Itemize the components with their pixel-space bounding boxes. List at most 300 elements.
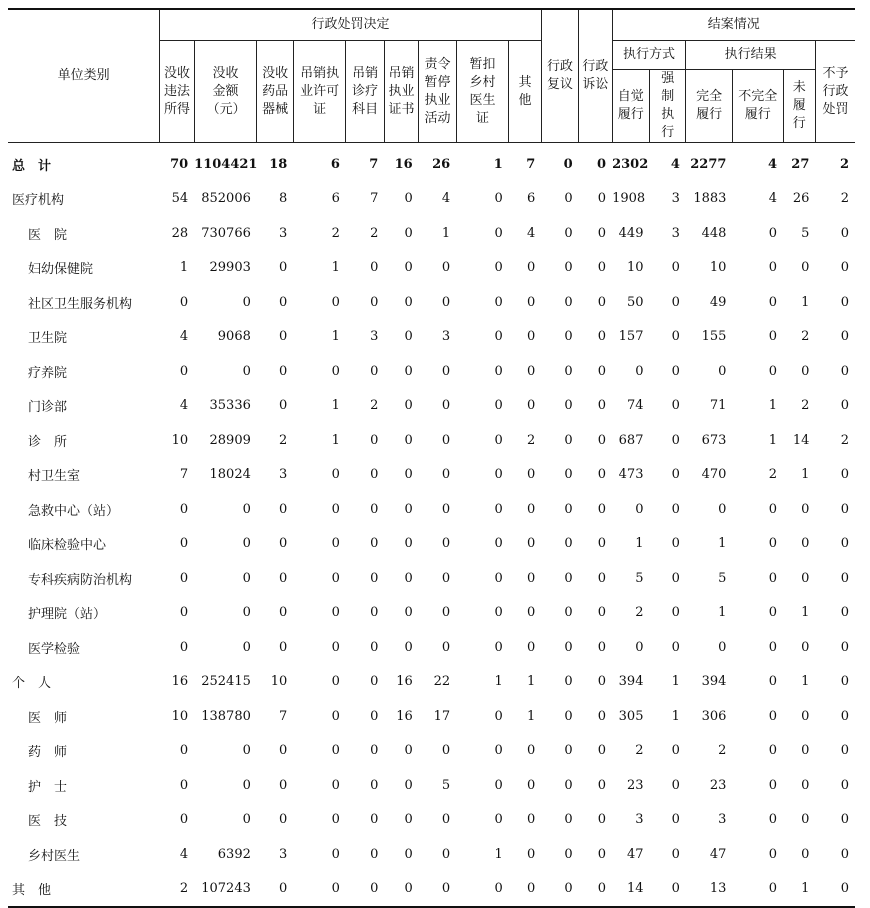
row-label: 门诊部 xyxy=(28,400,68,416)
table-row xyxy=(8,872,855,908)
table-cell: 0 xyxy=(279,743,288,759)
table-cell: 2 xyxy=(768,467,778,483)
table-cell: 2 xyxy=(801,398,810,414)
table-cell: 0 xyxy=(840,536,849,552)
table-cell: 0 xyxy=(840,846,849,862)
table-cell: 0 xyxy=(635,363,644,379)
table-cell: 0 xyxy=(404,639,413,655)
table-cell: 0 xyxy=(671,812,680,828)
table-cell: 0 xyxy=(279,777,288,793)
table-cell: 687 xyxy=(618,432,644,448)
table-cell: 0 xyxy=(768,570,778,586)
table-cell: 0 xyxy=(526,812,536,828)
table-cell: 0 xyxy=(671,329,680,345)
table-row xyxy=(8,527,855,562)
table-cell: 3 xyxy=(441,329,451,345)
table-cell: 0 xyxy=(597,225,607,241)
row-label: 临床检验中心 xyxy=(28,538,107,554)
table-cell: 70 xyxy=(170,156,189,172)
table-row xyxy=(8,596,855,631)
table-cell: 0 xyxy=(564,846,573,862)
header-revoke-clinical-subjects: 吊销诊疗科目 xyxy=(346,41,384,143)
table-cell: 0 xyxy=(801,363,810,379)
table-cell: 0 xyxy=(494,570,503,586)
table-cell: 1 xyxy=(801,881,810,897)
table-cell: 0 xyxy=(671,536,680,552)
table-cell: 107243 xyxy=(201,881,251,897)
table-cell: 26 xyxy=(432,156,451,172)
table-cell: 0 xyxy=(718,363,727,379)
table-cell: 0 xyxy=(768,708,778,724)
table-cell: 0 xyxy=(801,846,810,862)
table-cell: 10 xyxy=(626,260,644,276)
table-cell: 0 xyxy=(671,432,680,448)
table-cell: 0 xyxy=(671,467,680,483)
table-cell: 0 xyxy=(441,260,451,276)
header-execution-result: 执行结果 xyxy=(686,41,815,70)
header-confiscate-amount: 没收金额（元） xyxy=(194,41,257,143)
table-cell: 2 xyxy=(840,191,849,207)
table-cell: 0 xyxy=(564,777,573,793)
table-cell: 2 xyxy=(370,398,379,414)
table-cell: 0 xyxy=(564,570,573,586)
table-cell: 0 xyxy=(404,398,413,414)
table-cell: 0 xyxy=(279,605,288,621)
table-cell: 0 xyxy=(840,674,849,690)
table-cell: 0 xyxy=(370,467,379,483)
table-cell: 2 xyxy=(370,225,379,241)
table-cell: 0 xyxy=(494,225,503,241)
table-cell: 252415 xyxy=(201,674,251,690)
table-cell: 0 xyxy=(441,363,451,379)
table-cell: 2 xyxy=(179,881,189,897)
table-cell: 0 xyxy=(564,191,573,207)
table-cell: 7 xyxy=(179,467,189,483)
table-cell: 0 xyxy=(494,639,503,655)
table-cell: 0 xyxy=(564,743,573,759)
table-cell: 0 xyxy=(404,225,413,241)
table-cell: 0 xyxy=(494,501,503,517)
table-cell: 0 xyxy=(597,708,607,724)
table-cell: 5 xyxy=(441,777,451,793)
table-cell: 0 xyxy=(331,743,340,759)
table-cell: 0 xyxy=(331,708,340,724)
table-cell: 730766 xyxy=(201,225,251,241)
table-cell: 0 xyxy=(564,536,573,552)
table-cell: 0 xyxy=(494,536,503,552)
table-cell: 1 xyxy=(493,156,503,172)
table-cell: 0 xyxy=(404,570,413,586)
table-cell: 5 xyxy=(801,225,810,241)
table-cell: 2 xyxy=(635,743,644,759)
table-cell: 0 xyxy=(840,467,849,483)
table-cell: 0 xyxy=(564,605,573,621)
row-label: 护 士 xyxy=(28,779,68,795)
table-cell: 0 xyxy=(801,708,810,724)
table-cell: 0 xyxy=(404,501,413,517)
table-cell: 0 xyxy=(597,501,607,517)
table-cell: 0 xyxy=(279,536,288,552)
table-cell: 4 xyxy=(179,846,189,862)
table-cell: 0 xyxy=(494,812,503,828)
header-closing-status: 结案情况 xyxy=(612,9,855,41)
table-cell: 306 xyxy=(701,708,727,724)
table-cell: 394 xyxy=(701,674,727,690)
table-header xyxy=(8,9,855,143)
table-cell: 0 xyxy=(564,398,573,414)
table-cell: 0 xyxy=(494,605,503,621)
table-cell: 2 xyxy=(839,156,849,172)
table-cell: 1 xyxy=(671,674,680,690)
table-cell: 0 xyxy=(441,432,451,448)
table-cell: 0 xyxy=(768,501,778,517)
row-label: 医 院 xyxy=(28,227,68,243)
table-cell: 0 xyxy=(370,501,379,517)
table-cell: 0 xyxy=(840,225,849,241)
table-cell: 6 xyxy=(526,191,536,207)
row-label: 诊 所 xyxy=(28,434,68,450)
table-cell: 0 xyxy=(242,501,251,517)
table-row xyxy=(8,630,855,665)
header-other: 其他 xyxy=(509,41,542,143)
table-cell: 0 xyxy=(331,294,340,310)
table-cell: 0 xyxy=(526,501,536,517)
table-cell: 0 xyxy=(718,639,727,655)
table-cell: 7 xyxy=(370,191,379,207)
table-cell: 0 xyxy=(331,812,340,828)
table-cell: 7 xyxy=(526,156,536,172)
table-cell: 0 xyxy=(768,743,778,759)
table-cell: 0 xyxy=(597,570,607,586)
table-cell: 138780 xyxy=(201,708,251,724)
table-cell: 0 xyxy=(597,398,607,414)
table-cell: 54 xyxy=(171,191,189,207)
table-cell: 0 xyxy=(840,398,849,414)
table-cell: 6392 xyxy=(217,846,251,862)
table-cell: 0 xyxy=(671,260,680,276)
table-cell: 0 xyxy=(526,536,536,552)
table-cell: 0 xyxy=(768,536,778,552)
table-cell: 47 xyxy=(626,846,644,862)
table-cell: 0 xyxy=(840,260,849,276)
table-cell: 0 xyxy=(370,777,379,793)
header-fully-performed: 完全履行 xyxy=(686,70,733,143)
table-cell: 0 xyxy=(564,881,573,897)
table-cell: 0 xyxy=(597,467,607,483)
table-cell: 2 xyxy=(635,605,644,621)
table-cell: 3 xyxy=(279,467,288,483)
table-cell: 3 xyxy=(279,846,288,862)
table-cell: 0 xyxy=(526,570,536,586)
table-cell: 0 xyxy=(768,639,778,655)
table-cell: 0 xyxy=(441,398,451,414)
row-label: 村卫生室 xyxy=(28,469,81,485)
table-cell: 0 xyxy=(179,639,189,655)
header-order-suspend-practice: 责令暂停执业活动 xyxy=(419,41,456,143)
table-cell: 0 xyxy=(526,363,536,379)
table-cell: 0 xyxy=(597,674,607,690)
table-cell: 0 xyxy=(370,260,379,276)
table-cell: 0 xyxy=(801,536,810,552)
header-not-fully-performed: 不完全履行 xyxy=(732,70,783,143)
table-cell: 0 xyxy=(370,639,379,655)
table-cell: 0 xyxy=(494,398,503,414)
table-row xyxy=(8,699,855,734)
table-cell: 1 xyxy=(718,605,727,621)
table-cell: 0 xyxy=(331,363,340,379)
table-cell: 0 xyxy=(563,156,573,172)
table-row xyxy=(8,216,855,251)
table-cell: 0 xyxy=(404,605,413,621)
row-label: 个 人 xyxy=(12,676,52,692)
row-label: 医 技 xyxy=(28,814,68,830)
table-cell: 0 xyxy=(494,294,503,310)
table-cell: 0 xyxy=(404,432,413,448)
table-cell: 0 xyxy=(671,570,680,586)
table-row xyxy=(8,458,855,493)
table-cell: 0 xyxy=(242,294,251,310)
row-label: 疗养院 xyxy=(28,365,68,381)
header-execution-method: 执行方式 xyxy=(612,41,686,70)
header-withhold-village-doctor-cert: 暂扣乡村医生证 xyxy=(456,41,509,143)
table-cell: 0 xyxy=(768,329,778,345)
table-cell: 0 xyxy=(801,812,810,828)
row-label: 乡村医生 xyxy=(28,848,81,864)
table-cell: 0 xyxy=(331,467,340,483)
table-cell: 2 xyxy=(718,743,727,759)
table-cell: 0 xyxy=(526,777,536,793)
table-cell: 0 xyxy=(526,605,536,621)
table-cell: 1 xyxy=(441,225,451,241)
table-cell: 0 xyxy=(279,881,288,897)
table-cell: 74 xyxy=(626,398,644,414)
table-cell: 0 xyxy=(404,467,413,483)
table-cell: 0 xyxy=(671,846,680,862)
row-label: 专科疾病防治机构 xyxy=(28,572,133,588)
table-cell: 0 xyxy=(768,225,778,241)
table-cell: 1 xyxy=(801,467,810,483)
table-cell: 0 xyxy=(840,743,849,759)
table-cell: 27 xyxy=(791,156,810,172)
table-cell: 71 xyxy=(709,398,727,414)
table-cell: 0 xyxy=(768,777,778,793)
table-cell: 0 xyxy=(597,156,607,172)
table-cell: 0 xyxy=(179,536,189,552)
table-cell: 0 xyxy=(671,743,680,759)
table-cell: 16 xyxy=(394,156,413,172)
table-cell: 4 xyxy=(526,225,536,241)
header-enforced: 强制执行 xyxy=(649,70,685,143)
table-cell: 0 xyxy=(597,743,607,759)
penalty-statistics-table xyxy=(8,8,855,908)
table-cell: 0 xyxy=(840,777,849,793)
table-row xyxy=(8,561,855,596)
table-row xyxy=(8,768,855,803)
table-cell: 0 xyxy=(597,260,607,276)
table-cell: 0 xyxy=(768,881,778,897)
table-cell: 1 xyxy=(526,708,536,724)
table-cell: 18024 xyxy=(209,467,251,483)
table-cell: 49 xyxy=(709,294,727,310)
table-cell: 10 xyxy=(171,708,189,724)
table-cell: 0 xyxy=(635,639,644,655)
table-cell: 448 xyxy=(701,225,727,241)
table-cell: 3 xyxy=(671,191,680,207)
header-admin-litigation: 行政诉讼 xyxy=(579,9,612,143)
table-cell: 47 xyxy=(709,846,727,862)
table-cell: 4 xyxy=(768,191,778,207)
table-cell: 22 xyxy=(433,674,451,690)
table-cell: 0 xyxy=(768,674,778,690)
table-cell: 1908 xyxy=(612,191,646,207)
table-cell: 0 xyxy=(801,639,810,655)
table-cell: 17 xyxy=(433,708,451,724)
table-cell: 0 xyxy=(526,743,536,759)
table-cell: 1883 xyxy=(693,191,727,207)
table-cell: 0 xyxy=(242,639,251,655)
table-cell: 0 xyxy=(441,501,451,517)
table-cell: 1 xyxy=(179,260,189,276)
table-cell: 0 xyxy=(441,846,451,862)
table-cell: 0 xyxy=(370,363,379,379)
table-cell: 0 xyxy=(370,881,379,897)
table-cell: 9068 xyxy=(217,329,251,345)
table-cell: 2 xyxy=(840,432,849,448)
table-cell: 0 xyxy=(801,777,810,793)
table-cell: 0 xyxy=(441,639,451,655)
table-cell: 0 xyxy=(597,777,607,793)
table-cell: 0 xyxy=(597,605,607,621)
table-cell: 0 xyxy=(526,846,536,862)
table-cell: 3 xyxy=(370,329,379,345)
table-cell: 2 xyxy=(801,329,810,345)
table-cell: 470 xyxy=(701,467,727,483)
table-cell: 0 xyxy=(404,191,413,207)
row-label: 医疗机构 xyxy=(12,193,65,209)
table-cell: 0 xyxy=(370,536,379,552)
table-cell: 0 xyxy=(494,881,503,897)
table-cell: 2 xyxy=(279,432,288,448)
table-cell: 0 xyxy=(331,501,340,517)
table-cell: 14 xyxy=(626,881,644,897)
table-cell: 16 xyxy=(171,674,189,690)
table-cell: 1 xyxy=(494,846,503,862)
table-cell: 0 xyxy=(768,294,778,310)
table-cell: 0 xyxy=(331,570,340,586)
table-cell: 0 xyxy=(597,881,607,897)
table-cell: 0 xyxy=(331,605,340,621)
table-cell: 0 xyxy=(179,743,189,759)
table-cell: 0 xyxy=(494,363,503,379)
table-row xyxy=(8,423,855,458)
table-cell: 0 xyxy=(279,398,288,414)
table-cell: 0 xyxy=(564,329,573,345)
table-cell: 16 xyxy=(396,674,413,690)
table-cell: 3 xyxy=(671,225,680,241)
header-confiscate-drugs-equipment: 没收药品器械 xyxy=(257,41,293,143)
row-label: 总 计 xyxy=(12,158,52,174)
table-row xyxy=(8,285,855,320)
header-unit-type: 单位类别 xyxy=(8,9,160,143)
table-cell: 0 xyxy=(526,398,536,414)
table-cell: 4 xyxy=(767,156,778,172)
table-cell: 673 xyxy=(701,432,727,448)
table-cell: 0 xyxy=(279,294,288,310)
table-cell: 0 xyxy=(564,432,573,448)
header-voluntary: 自觉履行 xyxy=(612,70,649,143)
table-cell: 1 xyxy=(331,329,340,345)
table-cell: 0 xyxy=(840,708,849,724)
table-cell: 0 xyxy=(242,363,251,379)
table-cell: 0 xyxy=(671,639,680,655)
table-cell: 0 xyxy=(597,536,607,552)
table-cell: 0 xyxy=(526,881,536,897)
table-cell: 0 xyxy=(840,570,849,586)
table-row xyxy=(8,734,855,769)
table-cell: 7 xyxy=(279,708,288,724)
table-cell: 10 xyxy=(171,432,189,448)
table-row xyxy=(8,354,855,389)
table-cell: 0 xyxy=(404,812,413,828)
table-row xyxy=(8,251,855,286)
table-cell: 0 xyxy=(404,846,413,862)
table-cell: 0 xyxy=(179,363,189,379)
table-cell: 0 xyxy=(279,260,288,276)
table-cell: 0 xyxy=(494,191,503,207)
table-row xyxy=(8,803,855,838)
table-row xyxy=(8,665,855,700)
table-cell: 0 xyxy=(441,570,451,586)
table-cell: 0 xyxy=(597,191,607,207)
table-cell: 1 xyxy=(494,674,503,690)
header-admin-review: 行政复议 xyxy=(541,9,578,143)
table-cell: 0 xyxy=(441,812,451,828)
table-cell: 0 xyxy=(370,812,379,828)
row-label: 卫生院 xyxy=(28,331,68,347)
table-cell: 0 xyxy=(441,881,451,897)
table-cell: 0 xyxy=(404,536,413,552)
table-cell: 0 xyxy=(494,467,503,483)
table-cell: 28909 xyxy=(209,432,251,448)
table-cell: 0 xyxy=(179,777,189,793)
table-cell: 13 xyxy=(709,881,727,897)
table-cell: 0 xyxy=(370,846,379,862)
table-cell: 0 xyxy=(564,363,573,379)
table-cell: 0 xyxy=(840,812,849,828)
table-cell: 0 xyxy=(370,570,379,586)
table-cell: 0 xyxy=(671,363,680,379)
table-cell: 0 xyxy=(404,294,413,310)
table-cell: 0 xyxy=(840,639,849,655)
table-cell: 0 xyxy=(526,329,536,345)
table-row xyxy=(8,182,855,217)
table-cell: 0 xyxy=(840,605,849,621)
table-body xyxy=(8,143,855,908)
table-cell: 28 xyxy=(171,225,189,241)
table-cell: 2277 xyxy=(690,156,727,172)
table-cell: 0 xyxy=(370,743,379,759)
table-cell: 35336 xyxy=(209,398,251,414)
table-cell: 0 xyxy=(494,432,503,448)
table-cell: 0 xyxy=(242,570,251,586)
table-cell: 6 xyxy=(331,191,340,207)
table-cell: 0 xyxy=(671,398,680,414)
table-cell: 23 xyxy=(626,777,644,793)
table-cell: 0 xyxy=(331,536,340,552)
table-cell: 2 xyxy=(526,432,536,448)
table-cell: 0 xyxy=(564,639,573,655)
table-cell: 473 xyxy=(618,467,644,483)
